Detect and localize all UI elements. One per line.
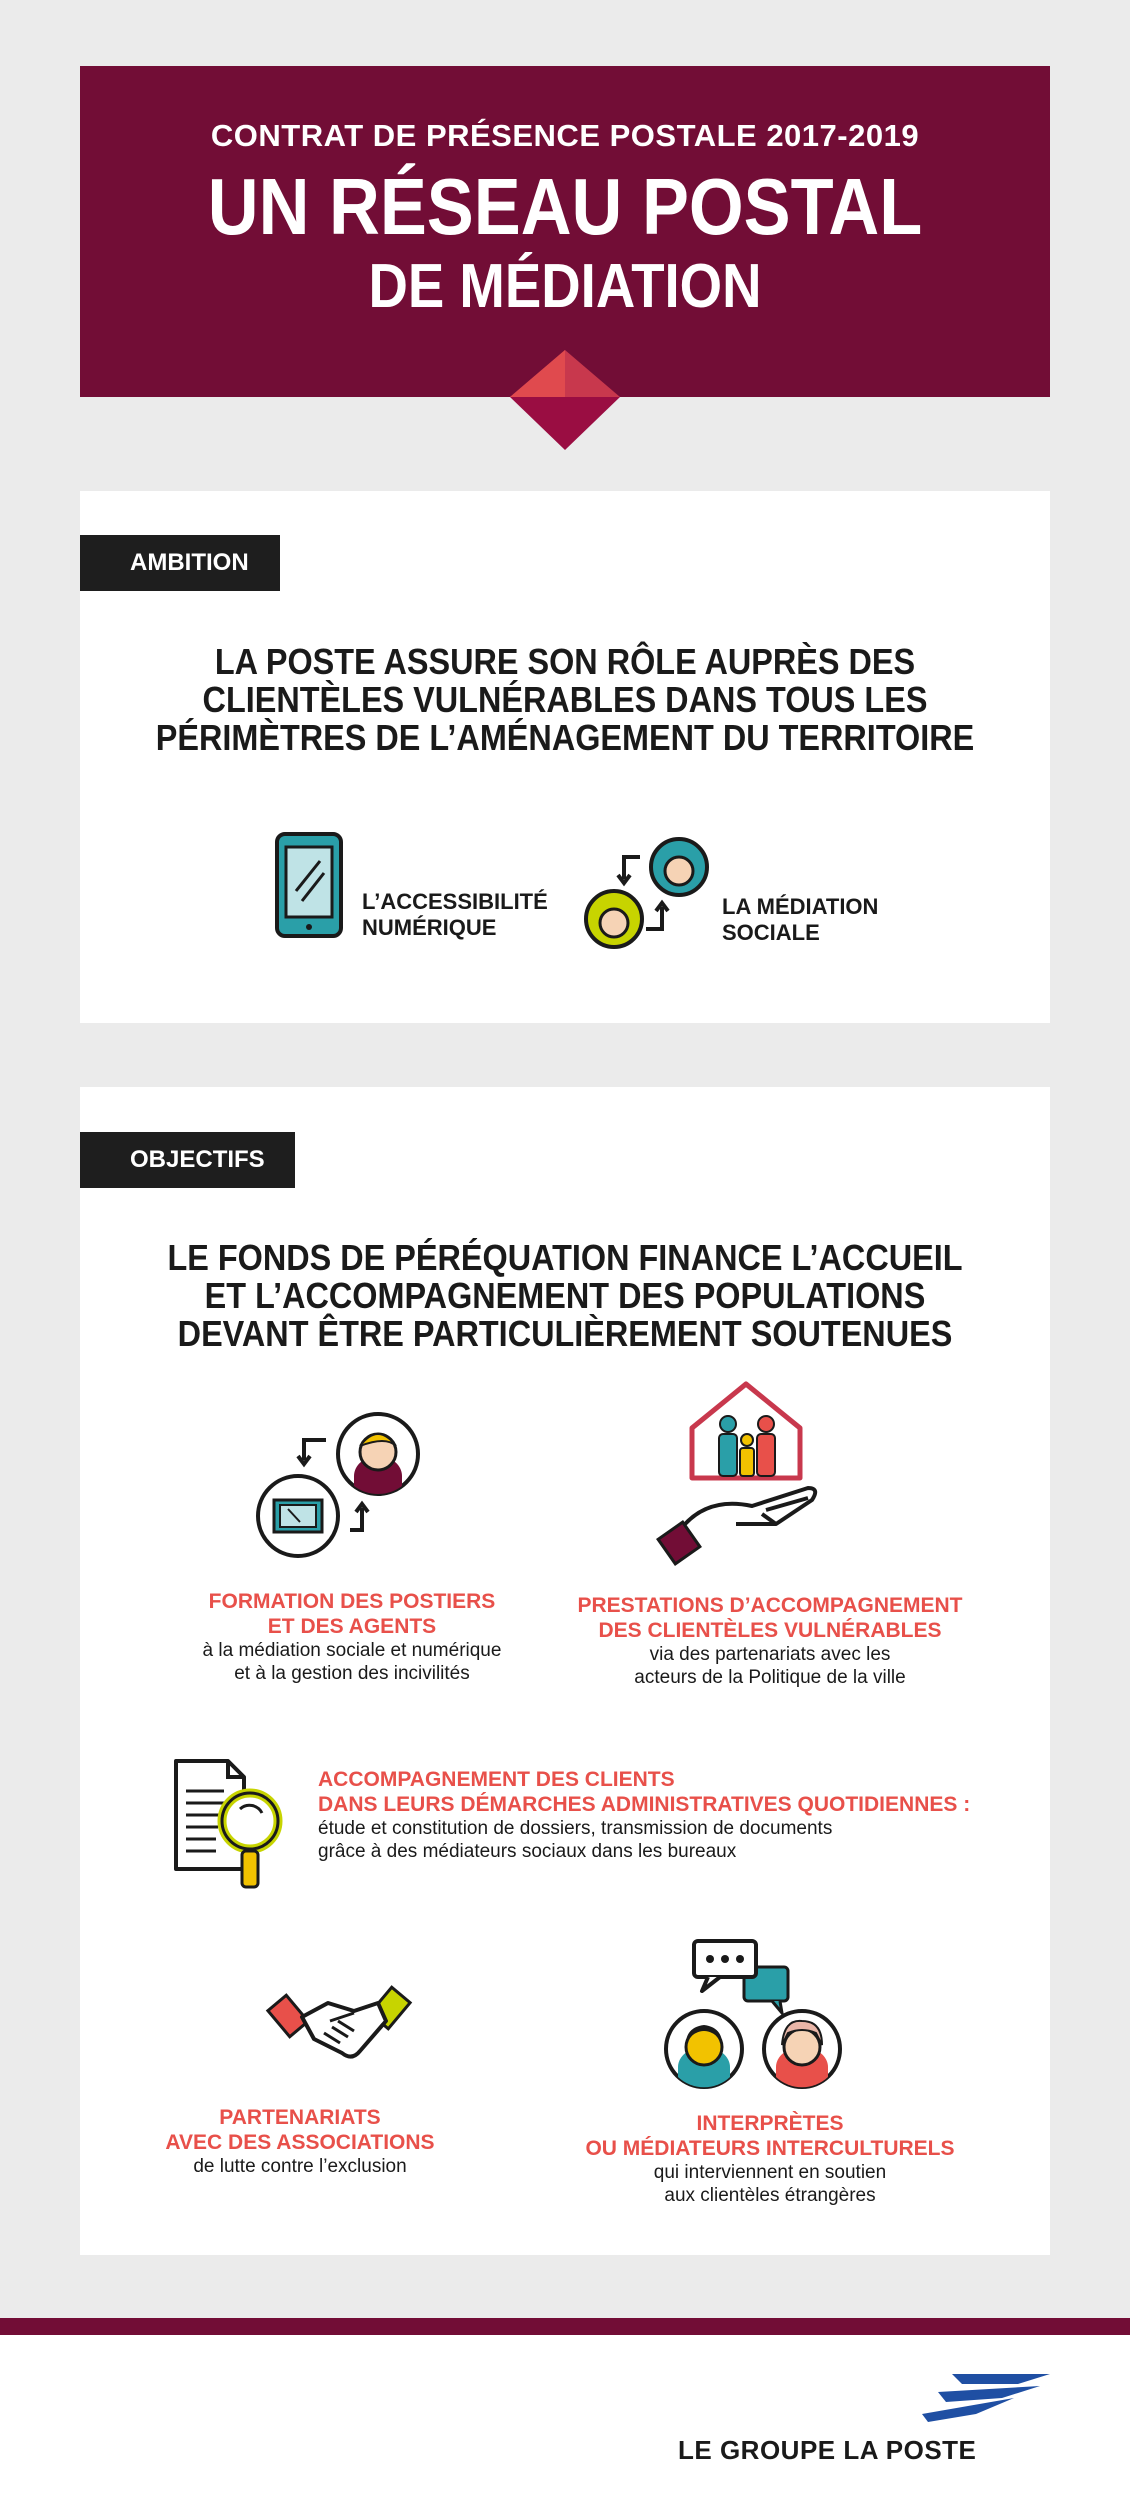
label-line: L’ACCESSIBILITÉ — [362, 889, 548, 914]
interpreters-chat-icon — [664, 1937, 854, 2097]
ambition-headline — [129, 643, 1002, 757]
label-line: SOCIALE — [722, 920, 820, 945]
objectifs-headline-line: ET L’ACCOMPAGNEMENT DES POPULATIONS — [204, 1275, 926, 1316]
objectif-text-line: de lutte contre l’exclusion — [193, 2156, 407, 2177]
objectif-title-line: OU MÉDIATEURS INTERCULTURELS — [585, 2137, 955, 2160]
objectif-text-line: via des partenariats avec les — [649, 1644, 891, 1665]
header-subtitle: CONTRAT DE PRÉSENCE POSTALE 2017-2019 — [210, 118, 920, 153]
objectif-title-line: FORMATION DES POSTIERS — [208, 1590, 496, 1613]
objectif-text-line: à la médiation sociale et numérique — [202, 1640, 502, 1661]
objectif-text-line: étude et constitution de dossiers, transmission de documents — [318, 1818, 833, 1839]
footer-logo-text[interactable]: LE GROUPE LA POSTE — [678, 2435, 977, 2465]
header-title-line1: UN RÉSEAU POSTAL — [207, 162, 923, 251]
social-mediation-icon — [584, 835, 720, 953]
objectif-text-line: aux clientèles étrangères — [664, 2185, 876, 2206]
objectif-item — [142, 1589, 562, 1685]
ambition-headline-line: PÉRIMÈTRES DE L’AMÉNAGEMENT DU TERRITOIRE — [155, 717, 975, 758]
ambition-item-label — [362, 889, 548, 941]
objectif-item — [550, 2111, 990, 2207]
ambition-panel — [80, 491, 1050, 1023]
header-notch-icon — [510, 350, 620, 450]
ambition-headline-line: LA POSTE ASSURE SON RÔLE AUPRÈS DES — [214, 641, 916, 682]
objectifs-tag: OBJECTIFS — [80, 1132, 295, 1188]
header-title-line2: DE MÉDIATION — [368, 252, 762, 321]
objectif-title-line: DANS LEURS DÉMARCHES ADMINISTRATIVES QUOTIDIENNES : — [318, 1793, 971, 1816]
objectifs-headline-line: DEVANT ÊTRE PARTICULIÈREMENT SOUTENUES — [177, 1313, 953, 1354]
objectifs-panel — [80, 1087, 1050, 2255]
document-magnifier-icon — [170, 1757, 286, 1893]
objectif-item — [560, 1593, 980, 1689]
label-line: NUMÉRIQUE — [362, 915, 497, 940]
objectif-title-line: AVEC DES ASSOCIATIONS — [165, 2131, 435, 2154]
ambition-tag: AMBITION — [80, 535, 280, 591]
objectif-title-line: PARTENARIATS — [219, 2106, 381, 2129]
objectifs-headline — [129, 1239, 1002, 1353]
objectif-title-line: PRESTATIONS D’ACCOMPAGNEMENT — [577, 1594, 963, 1617]
objectif-title-line: INTERPRÈTES — [696, 2112, 844, 2135]
label-line: LA MÉDIATION — [722, 894, 879, 919]
objectifs-headline-line: LE FONDS DE PÉRÉQUATION FINANCE L’ACCUEIL — [167, 1237, 963, 1278]
objectif-text-line: grâce à des médiateurs sociaux dans les bureaux — [318, 1841, 737, 1862]
family-house-hand-icon — [666, 1380, 816, 1576]
handshake-icon — [274, 1981, 404, 2077]
footer-bar — [0, 2318, 1130, 2335]
header-banner — [80, 66, 1050, 397]
objectif-title-line: ET DES AGENTS — [267, 1615, 437, 1638]
training-exchange-icon — [256, 1410, 436, 1560]
objectif-item — [130, 2105, 470, 2178]
objectif-item — [318, 1767, 1018, 1863]
ambition-item-label — [722, 894, 878, 946]
objectif-text-line: qui interviennent en soutien — [653, 2162, 887, 2183]
objectif-title-line: DES CLIENTÈLES VULNÉRABLES — [598, 1619, 942, 1642]
objectif-text-line: acteurs de la Politique de la ville — [634, 1667, 906, 1688]
objectif-text-line: et à la gestion des incivilités — [234, 1663, 470, 1684]
tablet-icon — [274, 831, 344, 939]
la-poste-bird-logo-icon — [922, 2370, 1052, 2426]
ambition-headline-line: CLIENTÈLES VULNÉRABLES DANS TOUS LES — [202, 679, 928, 720]
objectif-title-line: ACCOMPAGNEMENT DES CLIENTS — [318, 1768, 675, 1791]
